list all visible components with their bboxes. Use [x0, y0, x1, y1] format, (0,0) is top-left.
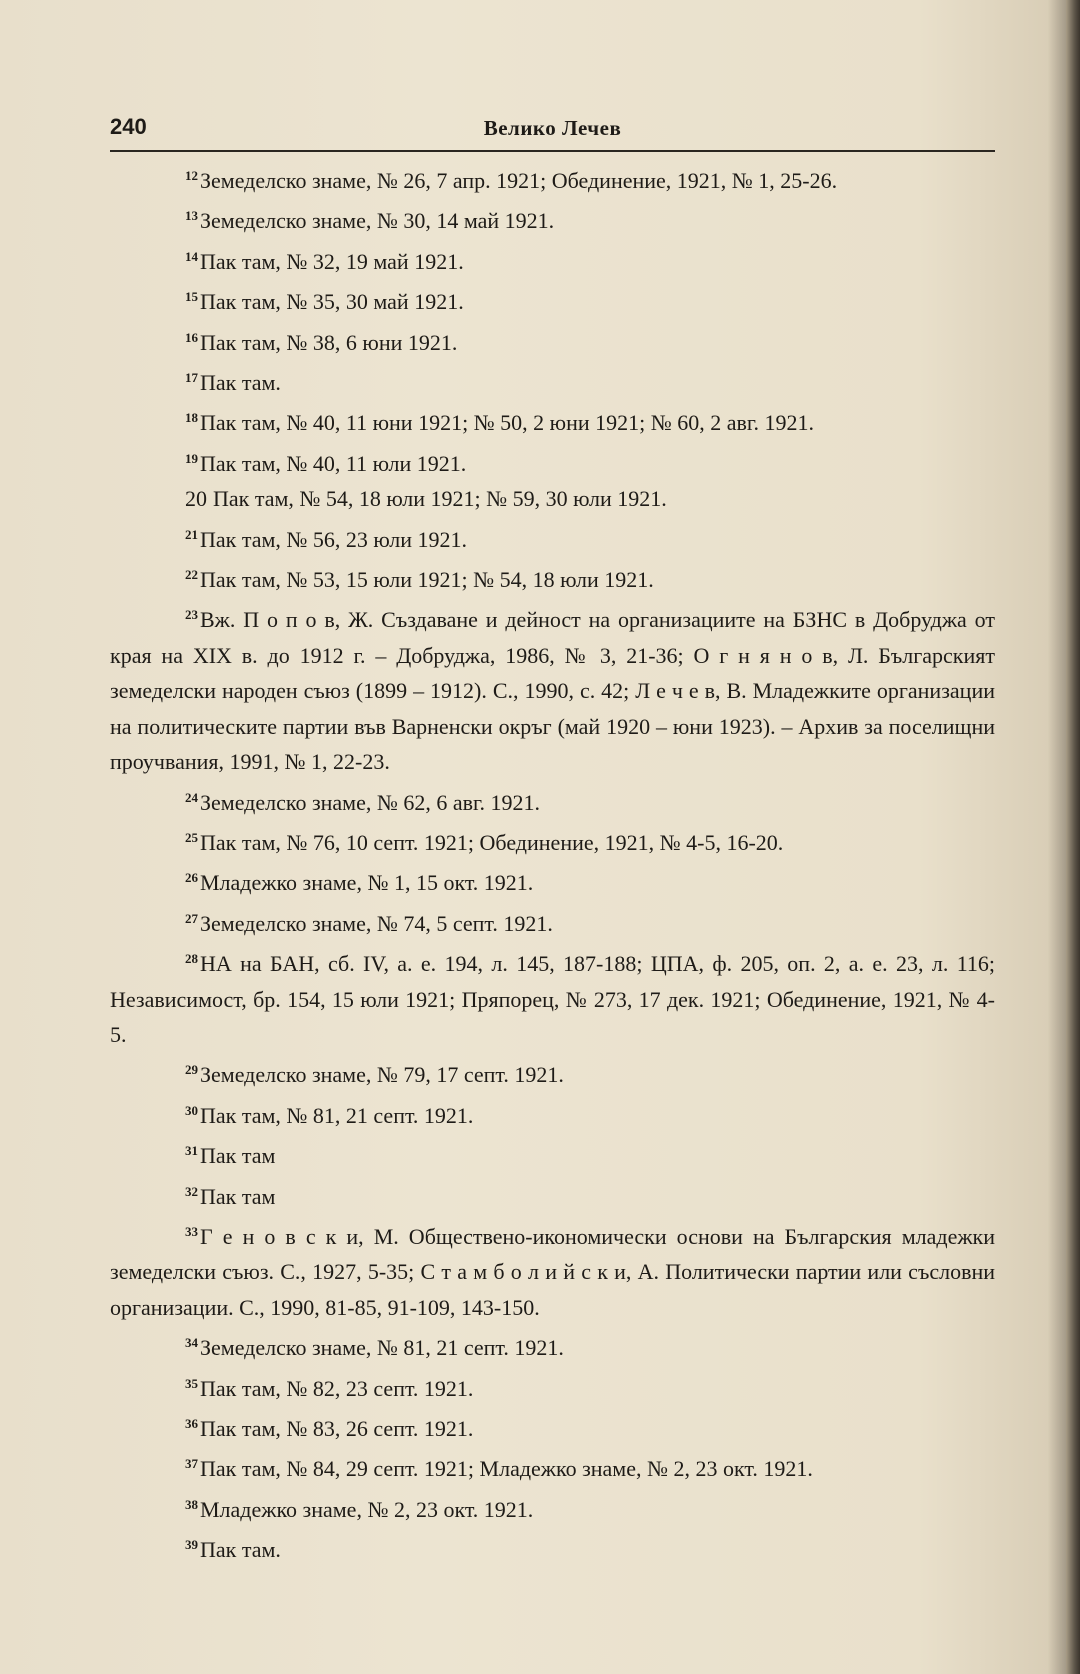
footnote-text: Земеделско знаме, № 30, 14 май 1921. — [200, 208, 555, 234]
footnote-text: Земеделско знаме, № 79, 17 септ. 1921. — [200, 1062, 564, 1088]
footnote-13 — [110, 198, 995, 238]
footnote-number: 20 — [185, 486, 207, 512]
footnote-number: 29 — [185, 1062, 198, 1078]
footnote-text: Пак там — [200, 1183, 276, 1209]
footnote-30 — [110, 1093, 995, 1133]
footnote-37 — [110, 1446, 995, 1486]
footnote-number: 38 — [185, 1496, 198, 1512]
header-rule — [110, 150, 995, 152]
footnote-text: Земеделско знаме, № 62, 6 авг. 1921. — [200, 789, 541, 815]
footnote-number: 34 — [185, 1335, 198, 1351]
footnote-number: 16 — [185, 329, 198, 345]
footnote-text: Земеделско знаме, № 81, 21 септ. 1921. — [200, 1335, 564, 1361]
footnote-number: 15 — [185, 289, 198, 305]
footnote-number: 33 — [185, 1223, 198, 1239]
footnote-number: 36 — [185, 1416, 198, 1431]
footnote-number: 23 — [185, 607, 198, 623]
footnote-17 — [110, 360, 995, 400]
footnote-text: Пак там, № 40, 11 юли 1921. — [200, 450, 467, 476]
footnote-number: 39 — [185, 1537, 198, 1553]
header-title: Велико Лечев — [483, 116, 622, 140]
footnote-text: Пак там, № 76, 10 септ. 1921; Обединение, 1921, № 4-5, 16-20. — [200, 829, 784, 855]
footnote-number: 13 — [185, 208, 198, 224]
footnote-number: 27 — [185, 910, 198, 926]
footnote-text: Пак там, № 40, 11 юни 1921; № 50, 2 юни 1921; № 60, 2 авг. 1921. — [200, 410, 814, 436]
footnote-20 — [110, 481, 995, 516]
footnote-number: 35 — [185, 1375, 198, 1391]
footnote-28 — [110, 941, 995, 1052]
footnote-32 — [110, 1174, 995, 1214]
footnote-23 — [110, 597, 995, 779]
footnote-number: 32 — [185, 1183, 198, 1199]
footnote-text: Пак там, № 81, 21 септ. 1921. — [200, 1102, 474, 1128]
footnote-text: Земеделско знаме, № 74, 5 септ. 1921. — [200, 910, 553, 936]
footnote-text: Пак там, № 35, 30 май 1921. — [200, 289, 464, 315]
page-number: 240 — [110, 114, 147, 139]
footnote-14 — [110, 239, 995, 279]
footnote-15 — [110, 279, 995, 319]
running-head — [110, 112, 995, 150]
footnote-38 — [110, 1487, 995, 1527]
footnote-34 — [110, 1325, 995, 1365]
footnote-31 — [110, 1133, 995, 1173]
footnote-text: Младежко знаме, № 2, 23 окт. 1921. — [200, 1496, 534, 1522]
footnote-number: 30 — [185, 1102, 198, 1118]
footnote-text: Вж. П о п о в, Ж. Създаване и дейност на организациите на БЗНС в Добруджа от края на XIX в. до 1912 г. – Добруджа, 1986, № 3, 21-36; О г н я н о в, Л. Българският земеделски народен съюз (1899 – 1912). С., 1990, с. 42; Л е ч е в, В. Младежките организации на политическите партии във Варненски окръг (май 1920 – юни 1923). – Архив за поселищни проучвания, 1991, № 1, 22-23. — [110, 607, 995, 775]
footnote-12 — [110, 158, 995, 198]
footnote-number: 26 — [185, 870, 198, 886]
footnote-35 — [110, 1366, 995, 1406]
footnote-number: 18 — [185, 410, 198, 426]
footnote-19 — [110, 441, 995, 481]
footnote-text: Пак там, № 54, 18 юли 1921; № 59, 30 юли 1921. — [213, 486, 667, 512]
footnote-25 — [110, 820, 995, 860]
footnotes-list — [110, 158, 995, 1568]
footnote-36 — [110, 1406, 995, 1446]
footnote-number: 21 — [185, 526, 198, 542]
footnote-number: 19 — [185, 450, 198, 466]
footnote-text: Пак там, № 53, 15 юли 1921; № 54, 18 юли 1921. — [200, 567, 654, 593]
footnote-number: 24 — [185, 789, 198, 805]
footnote-text: Земеделско знаме, № 26, 7 апр. 1921; Обединение, 1921, № 1, 25-26. — [200, 168, 838, 193]
footnote-number: 37 — [185, 1456, 198, 1472]
footnote-text: Пак там, № 32, 19 май 1921. — [200, 248, 464, 274]
footnote-number: 31 — [185, 1143, 198, 1159]
footnote-number: 17 — [185, 370, 198, 386]
footnote-26 — [110, 860, 995, 900]
footnote-21 — [110, 517, 995, 557]
footnote-text: Пак там, № 56, 23 юли 1921. — [200, 526, 468, 552]
footnote-24 — [110, 780, 995, 820]
footnote-number: 28 — [185, 951, 198, 967]
footnote-number: 25 — [185, 829, 198, 845]
footnote-number: 12 — [185, 168, 198, 183]
footnote-22 — [110, 557, 995, 597]
footnote-33 — [110, 1214, 995, 1325]
footnote-text: Г е н о в с к и, М. Обществено-икономически основи на Българския младежки земеделски съюз. С., 1927, 5-35; С т а м б о л и й с к и, А. Политически партии или съсловни организации. С., 1990, 81-85, 91-109, 143-150. — [110, 1223, 995, 1320]
footnote-text: Пак там — [200, 1143, 276, 1169]
footnote-16 — [110, 320, 995, 360]
footnote-18 — [110, 400, 995, 440]
footnote-text: Пак там, № 84, 29 септ. 1921; Младежко знаме, № 2, 23 окт. 1921. — [200, 1456, 813, 1482]
footnote-text: Пак там, № 82, 23 септ. 1921. — [200, 1375, 474, 1401]
footnote-text: Пак там. — [200, 1537, 281, 1563]
footnote-number: 22 — [185, 567, 198, 583]
footnote-text: Младежко знаме, № 1, 15 окт. 1921. — [200, 870, 534, 896]
book-binding-edge — [1066, 0, 1080, 1674]
footnote-text: Пак там, № 38, 6 юни 1921. — [200, 329, 458, 355]
footnote-39 — [110, 1527, 995, 1567]
footnote-number: 14 — [185, 248, 198, 264]
footnote-text: Пак там, № 83, 26 септ. 1921. — [200, 1416, 474, 1441]
footnote-text: НА на БАН, сб. IV, а. е. 194, л. 145, 187-188; ЦПА, ф. 205, оп. 2, а. е. 23, л. 116; Независимост, бр. 154, 15 юли 1921; Пряпорец, № 273, 17 дек. 1921; Обединение, 1921, № 4-5. — [110, 951, 995, 1047]
footnote-27 — [110, 901, 995, 941]
footnote-text: Пак там. — [200, 370, 281, 396]
footnote-29 — [110, 1052, 995, 1092]
